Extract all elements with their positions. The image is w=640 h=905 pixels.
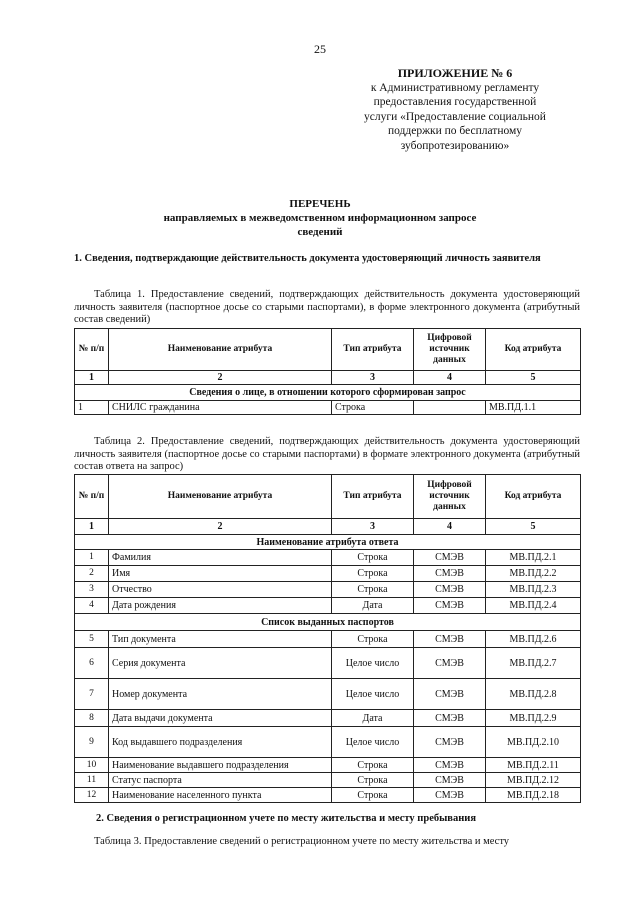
attribute-name: Серия документа — [109, 648, 332, 679]
table-row — [75, 566, 581, 582]
section-2-heading: 2. Сведения о регистрационном учете по месту жительства и месту пребывания — [96, 813, 477, 824]
table-row — [75, 710, 581, 727]
row-number: 1 — [75, 550, 109, 566]
data-source: СМЭВ — [414, 758, 486, 773]
attribute-name: Номер документа — [109, 679, 332, 710]
row-number: 1 — [75, 401, 109, 415]
row-number: 7 — [75, 679, 109, 710]
table-row — [75, 401, 581, 415]
row-number: 12 — [75, 788, 109, 803]
group-row — [75, 385, 581, 401]
index-cell: 2 — [109, 371, 332, 385]
appendix-line: зубопротезированию» — [400, 139, 510, 152]
group-label: Сведения о лице, в отношении которого сформирован запрос — [75, 385, 581, 401]
attribute-code: МВ.ПД.2.6 — [486, 631, 581, 648]
attribute-name: Дата рождения — [109, 598, 332, 614]
row-number: 6 — [75, 648, 109, 679]
row-number: 4 — [75, 598, 109, 614]
table-row — [75, 679, 581, 710]
table-row — [75, 758, 581, 773]
attribute-name: Тип документа — [109, 631, 332, 648]
index-cell: 1 — [75, 519, 109, 535]
header-cell: Тип атрибута — [332, 329, 414, 371]
title-line: ПЕРЕЧЕНЬ — [289, 198, 351, 210]
table-row — [75, 582, 581, 598]
attribute-type: Строка — [332, 758, 414, 773]
attribute-code: МВ.ПД.2.10 — [486, 727, 581, 758]
attribute-code: МВ.ПД.2.8 — [486, 679, 581, 710]
index-row — [75, 371, 581, 385]
group-label: Наименование атрибута ответа — [75, 535, 581, 550]
table-row — [75, 550, 581, 566]
attribute-code: МВ.ПД.2.12 — [486, 773, 581, 788]
header-cell: № п/п — [75, 475, 109, 519]
row-number: 3 — [75, 582, 109, 598]
header-cell: Цифровой источник данных — [414, 329, 486, 371]
attribute-name: Наименование выдавшего подразделения — [109, 758, 332, 773]
attribute-code: МВ.ПД.2.3 — [486, 582, 581, 598]
appendix-line: поддержки по бесплатному — [387, 125, 523, 137]
table-row — [75, 788, 581, 803]
data-source: СМЭВ — [414, 648, 486, 679]
data-source — [414, 401, 486, 415]
header-cell: Код атрибута — [486, 475, 581, 519]
attribute-type: Дата — [332, 710, 414, 727]
table-3-caption: Таблица 3. Предоставление сведений о регистрационном учете по месту жительства и месту — [94, 836, 510, 847]
group-row — [75, 614, 581, 631]
attribute-type: Строка — [332, 788, 414, 803]
attribute-type: Целое число — [332, 648, 414, 679]
appendix-heading: ПРИЛОЖЕНИЕ № 6 — [397, 66, 513, 80]
attribute-name: Имя — [109, 566, 332, 582]
attribute-code: МВ.ПД.2.18 — [486, 788, 581, 803]
table-2 — [74, 474, 581, 803]
data-source: СМЭВ — [414, 582, 486, 598]
index-cell: 1 — [75, 371, 109, 385]
title-line: сведений — [297, 226, 343, 238]
attribute-name: Фамилия — [109, 550, 332, 566]
data-source: СМЭВ — [414, 631, 486, 648]
data-source: СМЭВ — [414, 773, 486, 788]
row-number: 5 — [75, 631, 109, 648]
attribute-name: Дата выдачи документа — [109, 710, 332, 727]
header-cell: Наименование атрибута — [109, 475, 332, 519]
attribute-code: МВ.ПД.2.11 — [486, 758, 581, 773]
data-source: СМЭВ — [414, 566, 486, 582]
attribute-name: Статус паспорта — [109, 773, 332, 788]
table-row — [75, 631, 581, 648]
attribute-type: Строка — [332, 773, 414, 788]
group-label: Список выданных паспортов — [75, 614, 581, 631]
appendix-block — [352, 66, 558, 153]
title-line: направляемых в межведомственном информационном запросе — [163, 212, 477, 224]
row-number: 2 — [75, 566, 109, 582]
attribute-name: СНИЛС гражданина — [109, 401, 332, 415]
section-1-heading: 1. Сведения, подтверждающие действительность документа удостоверяющий личность заявителя — [74, 253, 541, 264]
table-row — [75, 648, 581, 679]
attribute-code: МВ.ПД.2.7 — [486, 648, 581, 679]
attribute-type: Строка — [332, 401, 414, 415]
header-cell: Цифровой источник данных — [414, 475, 486, 519]
index-cell: 5 — [486, 371, 581, 385]
row-number: 8 — [75, 710, 109, 727]
attribute-type: Строка — [332, 631, 414, 648]
table-1-caption: Таблица 1. Предоставление сведений, подтверждающих действительность документа удостоверяющий личность заявителя (паспортное досье со старыми паспортами), в форме электронного документа (атрибутный состав сведений) — [74, 289, 580, 325]
index-cell: 3 — [332, 519, 414, 535]
attribute-code: МВ.ПД.2.4 — [486, 598, 581, 614]
index-cell: 5 — [486, 519, 581, 535]
data-source: СМЭВ — [414, 598, 486, 614]
header-cell: Код атрибута — [486, 329, 581, 371]
table-header-row — [75, 475, 581, 519]
data-source: СМЭВ — [414, 727, 486, 758]
group-row — [75, 535, 581, 550]
data-source: СМЭВ — [414, 788, 486, 803]
appendix-line: услуги «Предоставление социальной — [364, 110, 546, 123]
table-2-caption: Таблица 2. Предоставление сведений, подтверждающих действительность документа удостоверяющий личность заявителя (паспортное досье со старыми паспортами) в формате электронного документа (атрибутный состав ответа на запрос) — [74, 436, 580, 472]
row-number: 10 — [75, 758, 109, 773]
header-cell: Наименование атрибута — [109, 329, 332, 371]
attribute-type: Целое число — [332, 727, 414, 758]
header-cell: Тип атрибута — [332, 475, 414, 519]
table-header-row — [75, 329, 581, 371]
document-title — [0, 197, 640, 239]
data-source: СМЭВ — [414, 679, 486, 710]
attribute-name: Отчество — [109, 582, 332, 598]
row-number: 9 — [75, 727, 109, 758]
row-number: 11 — [75, 773, 109, 788]
index-cell: 3 — [332, 371, 414, 385]
attribute-type: Целое число — [332, 679, 414, 710]
table-row — [75, 773, 581, 788]
table-row — [75, 598, 581, 614]
index-cell: 2 — [109, 519, 332, 535]
index-cell: 4 — [414, 519, 486, 535]
page-number: 25 — [314, 42, 326, 56]
appendix-line: предоставления государственной — [373, 96, 537, 108]
index-row — [75, 519, 581, 535]
attribute-type: Строка — [332, 566, 414, 582]
attribute-code: МВ.ПД.2.2 — [486, 566, 581, 582]
attribute-type: Строка — [332, 582, 414, 598]
table-row — [75, 727, 581, 758]
header-cell: № п/п — [75, 329, 109, 371]
data-source: СМЭВ — [414, 550, 486, 566]
index-cell: 4 — [414, 371, 486, 385]
attribute-name: Наименование населенного пункта — [109, 788, 332, 803]
appendix-line: к Административному регламенту — [370, 81, 540, 94]
attribute-code: МВ.ПД.2.1 — [486, 550, 581, 566]
attribute-code: МВ.ПД.2.9 — [486, 710, 581, 727]
attribute-name: Код выдавшего подразделения — [109, 727, 332, 758]
data-source: СМЭВ — [414, 710, 486, 727]
attribute-type: Дата — [332, 598, 414, 614]
table-1 — [74, 328, 581, 415]
attribute-code: МВ.ПД.1.1 — [486, 401, 581, 415]
attribute-type: Строка — [332, 550, 414, 566]
